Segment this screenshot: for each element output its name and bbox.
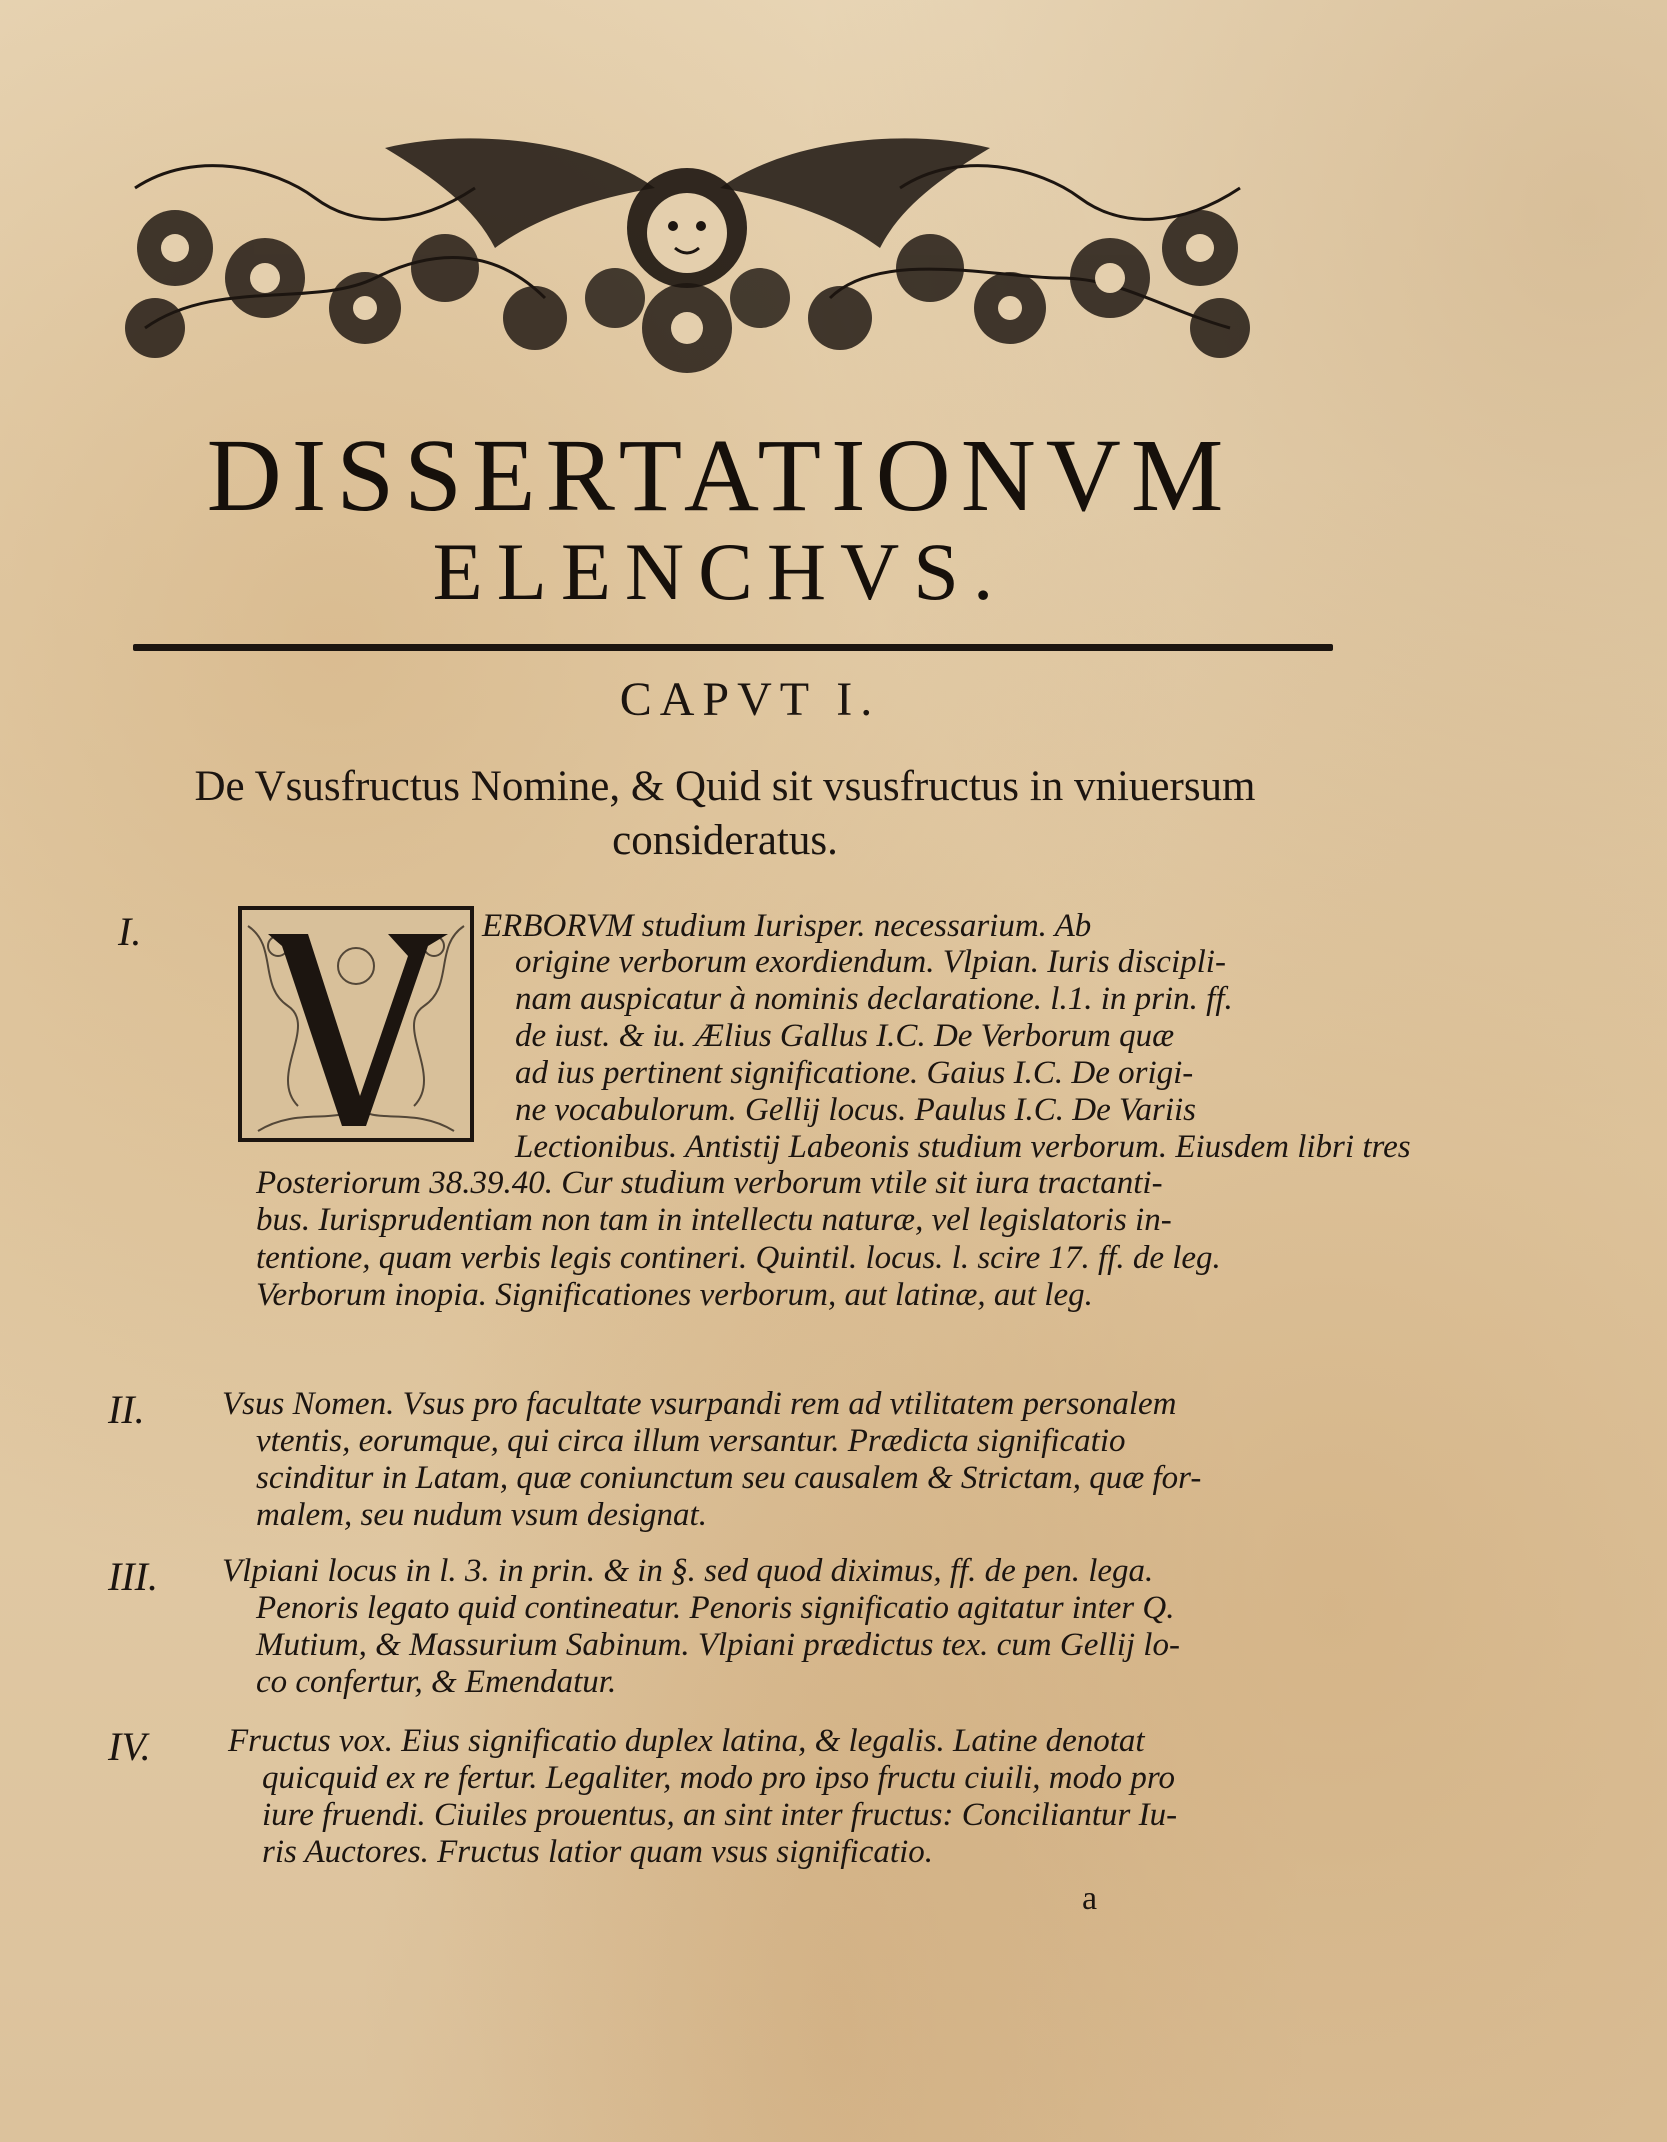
summary-line: quicquid ex re fertur. Legaliter, modo pro ipso fructu ciuili, modo pro	[262, 1760, 1175, 1796]
chapter-heading-line: consideratus.	[612, 817, 838, 864]
summary-line: origine verborum exordiendum. Vlpian. Iuris discipli-	[515, 944, 1226, 980]
page-title: DISSERTATIONVM	[206, 418, 1234, 533]
divider-rule	[133, 644, 1333, 651]
summary-line: Vsus Nomen. Vsus pro facultate vsurpandi rem ad vtilitatem personalem	[222, 1386, 1177, 1422]
decorated-initial-v-icon	[238, 906, 474, 1142]
floral-cherub-headpiece-icon	[115, 128, 1260, 393]
page-subtitle: ELENCHVS.	[432, 526, 1008, 617]
summary-line: Posteriorum 38.39.40. Cur studium verborum vtile sit iura tractanti-	[256, 1165, 1163, 1201]
section-number: I.	[118, 909, 142, 954]
summary-line: de iust. & iu. Ælius Gallus I.C. De Verborum quæ	[515, 1018, 1175, 1054]
summary-line: vtentis, eorumque, qui circa illum versantur. Prædicta significatio	[256, 1423, 1126, 1459]
summary-line: malem, seu nudum vsum designat.	[256, 1497, 707, 1533]
summary-line: co confertur, & Emendatur.	[256, 1664, 617, 1700]
summary-line: Fructus vox. Eius significatio duplex latina, & legalis. Latine denotat	[228, 1723, 1145, 1759]
summary-line: ad ius pertinent significatione. Gaius I.C. De origi-	[515, 1055, 1194, 1091]
summary-line: ris Auctores. Fructus latior quam vsus significatio.	[262, 1834, 934, 1870]
summary-line: iure fruendi. Ciuiles prouentus, an sint inter fructus: Conciliantur Iu-	[262, 1797, 1178, 1833]
summary-line: ERBORVM studium Iurisper. necessarium. Ab	[482, 908, 1092, 944]
chapter-heading	[140, 760, 1310, 868]
summary-line: bus. Iurisprudentiam non tam in intellectu naturæ, vel legislatoris in-	[256, 1202, 1172, 1238]
summary-line: Lectionibus. Antistij Labeonis studium verborum. Eiusdem libri tres	[515, 1129, 1411, 1165]
summary-line: Mutium, & Massurium Sabinum. Vlpiani prædictus tex. cum Gellij lo-	[256, 1627, 1180, 1663]
chapter-label: CAPVT I.	[619, 673, 881, 726]
summary-line: nam auspicatur à nominis declaratione. l.1. in prin. ff.	[515, 981, 1233, 1017]
chapter-heading-line: De Vsusfructus Nomine, & Quid sit vsusfructus in vniuersum	[194, 763, 1256, 810]
section-number: III.	[108, 1554, 158, 1599]
signature-mark: a	[1082, 1880, 1098, 1917]
summary-line: scinditur in Latam, quæ coniunctum seu causalem & Strictam, quæ for-	[256, 1460, 1202, 1496]
summary-line: Vlpiani locus in l. 3. in prin. & in §. sed quod diximus, ff. de pen. lega.	[222, 1553, 1154, 1589]
summary-line: tentione, quam verbis legis contineri. Quintil. locus. l. scire 17. ff. de leg.	[256, 1240, 1221, 1276]
summary-line: ne vocabulorum. Gellij locus. Paulus I.C. De Variis	[515, 1092, 1197, 1128]
section-number: II.	[108, 1387, 145, 1432]
summary-line: Penoris legato quid contineatur. Penoris significatio agitatur inter Q.	[256, 1590, 1175, 1626]
summary-line: Verborum inopia. Significationes verborum, aut latinæ, aut leg.	[256, 1277, 1093, 1313]
section-number: IV.	[108, 1724, 151, 1769]
